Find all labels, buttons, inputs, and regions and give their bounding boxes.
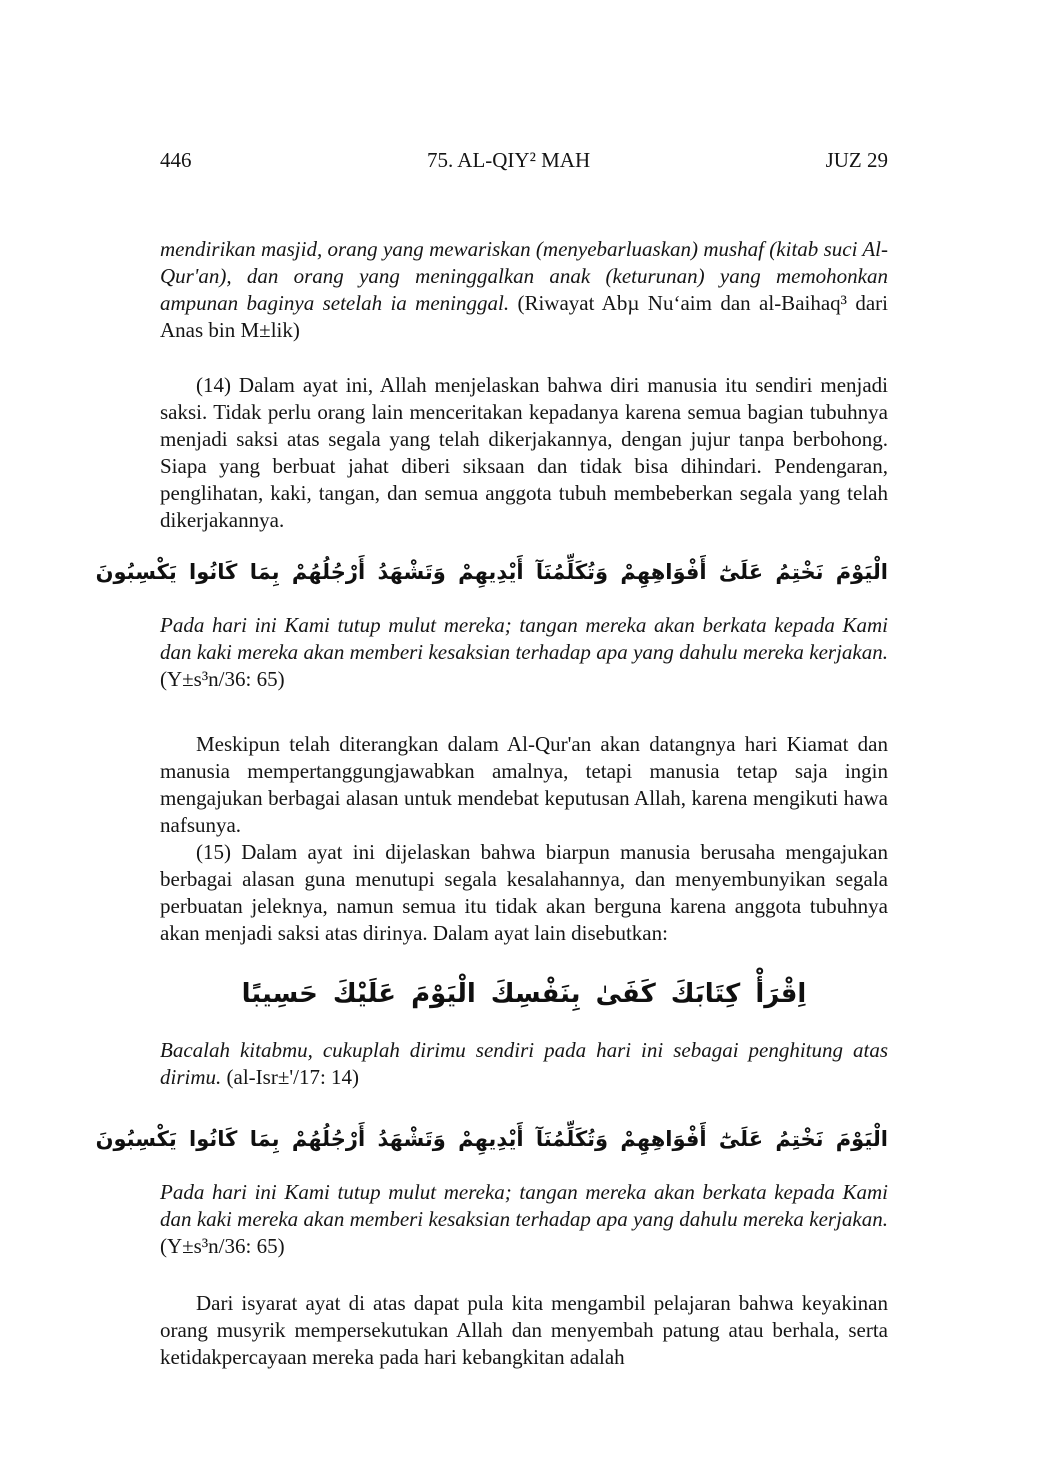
- hadith-translation-continuation: [160, 236, 888, 344]
- verse-translation-yasin-repeat-text: Pada hari ini Kami tutup mulut mereka; tangan mereka akan berkata kepada Kami dan kaki mereka akan memberi kesaksian terhadap apa yang dahulu mereka kerjakan.: [160, 1180, 888, 1231]
- verse-translation-al-isra-text: Bacalah kitabmu, cukuplah dirimu sendiri pada hari ini sebagai penghitung atas dirimu.: [160, 1038, 888, 1089]
- verse-reference-yasin-repeat: (Y±s³n/36: 65): [160, 1234, 285, 1258]
- page-number: 446: [160, 148, 192, 172]
- surah-title: 75. AL-QIY² MAH: [426, 148, 591, 172]
- closing-paragraph: Dari isyarat ayat di atas dapat pula kita mengambil pelajaran bahwa keyakinan orang musyrik mempersekutukan Allah dan menyembah patung atau berhala, serta ketidakpercayaan mereka pada hari kebangkitan adalah: [160, 1291, 888, 1369]
- tafsir-paragraph-14: (14) Dalam ayat ini, Allah menjelaskan bahwa diri manusia itu sendiri menjadi saksi. Tidak perlu orang lain menceritakan kepadanya karena semua bagian tubuhnya menjadi saksi atas segala yang telah dikerjakannya, dengan jujur tanpa berbohong. Siapa yang berbuat jahat diberi siksaan dan tidak bisa dihindari. Pendengaran, penglihatan, kaki, tangan, dan semua anggota tubuh membeberkan segala yang telah dikerjakannya.: [160, 373, 888, 532]
- hadith-source-reference: (Riwayat Abµ Nu‘aim dan al-Baihaq³ dari Anas bin M±lik): [160, 291, 888, 342]
- verse-reference-yasin: (Y±s³n/36: 65): [160, 667, 285, 691]
- verse-translation-yasin-text: Pada hari ini Kami tutup mulut mereka; tangan mereka akan berkata kepada Kami dan kaki mereka akan memberi kesaksian terhadap apa yang dahulu mereka kerjakan.: [160, 613, 888, 664]
- verse-translation-al-isra: [160, 1037, 888, 1091]
- juz-label: JUZ 29: [825, 148, 888, 172]
- verse-translation-yasin: [160, 612, 888, 693]
- quran-verse-yasin-36-65-repeat: الْيَوْمَ نَخْتِمُ عَلَىٰٓ أَفْوَاهِهِمْ وَتُكَلِّمُنَآ أَيْدِيهِمْ وَتَشْهَدُ أَرْجُلُهُمْ بِمَا كَانُوا يَكْسِبُونَ: [95, 1127, 888, 1151]
- verse-reference-al-isra: (al-Isr±'/17: 14): [221, 1065, 360, 1089]
- page-body: [95, 236, 888, 1371]
- quran-verse-al-isra-17-14: اِقْرَأْ كِتَابَكَ كَفَىٰ بِنَفْسِكَ الْيَوْمَ عَلَيْكَ حَسِيبًا: [241, 979, 807, 1009]
- tafsir-paragraph-15: (15) Dalam ayat ini dijelaskan bahwa biarpun manusia berusaha mengajukan berbagai alasan guna menutupi segala kesalahannya, dan menyembunyikan segala perbuatan jeleknya, namun semua itu tidak akan berguna karena anggota tubuhnya akan menjadi saksi atas dirinya. Dalam ayat lain disebutkan:: [160, 840, 888, 945]
- verse-translation-yasin-repeat: [160, 1179, 888, 1260]
- commentary-paragraph: Meskipun telah diterangkan dalam Al-Qur'an akan datangnya hari Kiamat dan manusia mempertanggungjawabkan amalnya, tetapi manusia tetap saja ingin mengajukan berbagai alasan untuk mendebat keputusan Allah, karena mengikuti hawa nafsunya.: [160, 732, 888, 837]
- page-header: [160, 148, 888, 172]
- quran-verse-yasin-36-65: الْيَوْمَ نَخْتِمُ عَلَىٰٓ أَفْوَاهِهِمْ وَتُكَلِّمُنَآ أَيْدِيهِمْ وَتَشْهَدُ أَرْجُلُهُمْ بِمَا كَانُوا يَكْسِبُونَ: [95, 560, 888, 584]
- hadith-translation-italic: mendirikan masjid, orang yang mewariskan (menyebarluaskan) mushaf (kitab suci Al-Qur'an), dan orang yang meninggalkan anak (keturunan) yang memohonkan ampunan baginya setelah ia meninggal.: [160, 237, 888, 315]
